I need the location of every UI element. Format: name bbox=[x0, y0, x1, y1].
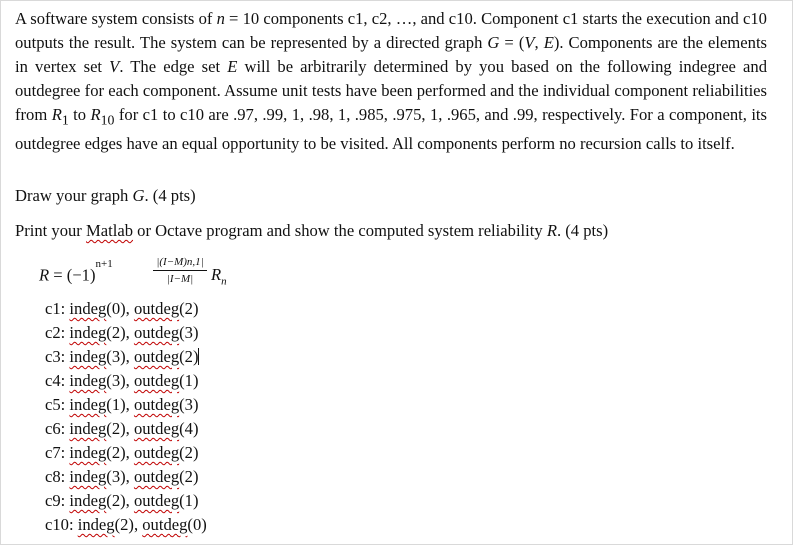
component-label: c4: bbox=[45, 371, 70, 390]
text-run: . (4 pts) bbox=[556, 221, 609, 240]
text-run: A software system consists of bbox=[15, 9, 217, 28]
spellcheck-word-indeg[interactable]: indeg bbox=[69, 299, 107, 318]
list-item bbox=[45, 465, 207, 489]
formula-lhs bbox=[39, 258, 113, 286]
outdeg-value: (1) bbox=[179, 371, 199, 390]
text-run: , bbox=[125, 395, 134, 414]
text-run: or Octave program and show the computed system reliability bbox=[133, 221, 547, 240]
text-run: , bbox=[125, 419, 134, 438]
component-label: c6: bbox=[45, 419, 70, 438]
outdeg-value: (1) bbox=[179, 491, 199, 510]
list-item bbox=[45, 345, 207, 369]
spellcheck-word-outdeg[interactable]: outdeg bbox=[133, 395, 180, 414]
draw-instruction bbox=[15, 186, 196, 206]
text-cursor bbox=[198, 348, 199, 365]
indeg-value: (2) bbox=[114, 515, 134, 534]
indeg-value: (3) bbox=[106, 467, 126, 486]
exponent: n+1 bbox=[95, 258, 113, 270]
spellcheck-word-indeg[interactable]: indeg bbox=[69, 419, 107, 438]
text-run: Draw your graph bbox=[15, 186, 133, 205]
spellcheck-word-indeg[interactable]: indeg bbox=[69, 443, 107, 462]
indeg-value: (2) bbox=[106, 443, 126, 462]
component-label: c9: bbox=[45, 491, 70, 510]
indeg-value: (1) bbox=[106, 395, 126, 414]
text-run: , bbox=[133, 515, 143, 534]
indeg-value: (3) bbox=[106, 347, 126, 366]
text-run: . The edge set bbox=[119, 57, 228, 76]
text-run: will be arbitrarily determined by you based on the following indegree and outdegree for each component. Assume unit tests have been performed and the individual component reliabilities from bbox=[15, 57, 767, 124]
var-R: R bbox=[39, 265, 50, 285]
fraction-numerator: |(I−M)n,1| bbox=[153, 255, 207, 271]
spellcheck-word-outdeg[interactable]: outdeg bbox=[133, 299, 180, 318]
degree-list bbox=[45, 297, 207, 537]
spellcheck-word-outdeg[interactable]: outdeg bbox=[133, 467, 180, 486]
var-G: G bbox=[132, 186, 145, 205]
indeg-value: (2) bbox=[106, 419, 126, 438]
spellcheck-word-indeg[interactable]: indeg bbox=[77, 515, 115, 534]
list-item bbox=[45, 513, 207, 537]
indeg-value: (2) bbox=[106, 491, 126, 510]
outdeg-value: (3) bbox=[179, 395, 199, 414]
list-item bbox=[45, 441, 207, 465]
component-label: c3: bbox=[45, 347, 70, 366]
var-R: R bbox=[211, 265, 222, 284]
var-n: n bbox=[216, 9, 225, 28]
text-run: , bbox=[125, 323, 134, 342]
spellcheck-word-matlab[interactable]: Matlab bbox=[86, 221, 134, 240]
indeg-value: (3) bbox=[106, 371, 126, 390]
component-label: c5: bbox=[45, 395, 70, 414]
text-run: , bbox=[125, 467, 134, 486]
outdeg-value: (2) bbox=[179, 299, 199, 318]
spellcheck-word-outdeg[interactable]: outdeg bbox=[133, 491, 180, 510]
spellcheck-word-outdeg[interactable]: outdeg bbox=[133, 443, 180, 462]
list-item bbox=[45, 489, 207, 513]
text-run: = 10 components c1, c2, …, and c10. Component c1 starts the execution and c10 outputs the result. The system can be represented by a directed graph bbox=[15, 9, 767, 52]
component-label: c2: bbox=[45, 323, 70, 342]
fraction-denominator: |I−M| bbox=[166, 273, 194, 285]
problem-paragraph bbox=[15, 7, 767, 156]
formula-rhs bbox=[211, 265, 227, 287]
var-R10: R bbox=[90, 105, 101, 124]
spellcheck-word-indeg[interactable]: indeg bbox=[69, 323, 107, 342]
var-V: V bbox=[524, 33, 535, 52]
spellcheck-word-outdeg[interactable]: outdeg bbox=[133, 347, 180, 366]
text-run: . (4 pts) bbox=[144, 186, 196, 205]
var-R1: R bbox=[51, 105, 62, 124]
outdeg-value: (2) bbox=[179, 443, 199, 462]
text-run: ). Components are the elements in vertex set bbox=[15, 33, 768, 76]
sub-n: n bbox=[221, 275, 227, 288]
var-E: E bbox=[543, 33, 554, 52]
var-R: R bbox=[546, 221, 557, 240]
outdeg-value: (0) bbox=[187, 515, 207, 534]
text-run: to bbox=[68, 105, 91, 124]
component-label: c8: bbox=[45, 467, 70, 486]
spellcheck-word-indeg[interactable]: indeg bbox=[69, 371, 107, 390]
component-label: c7: bbox=[45, 443, 70, 462]
indeg-value: (2) bbox=[106, 323, 126, 342]
formula-fraction bbox=[153, 255, 207, 286]
var-V: V bbox=[109, 57, 120, 76]
text-run: = (−1) bbox=[49, 265, 96, 285]
indeg-value: (0) bbox=[106, 299, 126, 318]
list-item bbox=[45, 297, 207, 321]
list-item bbox=[45, 393, 207, 417]
spellcheck-word-indeg[interactable]: indeg bbox=[69, 491, 107, 510]
outdeg-value: (4) bbox=[179, 419, 199, 438]
spellcheck-word-indeg[interactable]: indeg bbox=[69, 395, 107, 414]
spellcheck-word-outdeg[interactable]: outdeg bbox=[133, 323, 180, 342]
text-run: for c1 to c10 are .97, .99, 1, .98, 1, .985, .975, 1, .965, and .99, respectively. For a component, its outdegree edges have an equal opportunity to be visited. All components perform no recursion calls to itself. bbox=[15, 105, 767, 154]
outdeg-value: (3) bbox=[179, 323, 199, 342]
outdeg-value: (2) bbox=[179, 467, 199, 486]
list-item bbox=[45, 321, 207, 345]
sub-1: 1 bbox=[61, 112, 69, 128]
text-run: = ( bbox=[499, 33, 525, 52]
sub-10: 10 bbox=[100, 112, 115, 128]
text-run: , bbox=[125, 443, 134, 462]
spellcheck-word-outdeg[interactable]: outdeg bbox=[133, 371, 180, 390]
spellcheck-word-indeg[interactable]: indeg bbox=[69, 347, 107, 366]
outdeg-value: (2) bbox=[179, 347, 199, 366]
var-E: E bbox=[227, 57, 238, 76]
text-run: , bbox=[125, 347, 134, 366]
text-run: , bbox=[125, 491, 134, 510]
text-run: , bbox=[534, 33, 544, 52]
component-label: c1: bbox=[45, 299, 70, 318]
text-run: , bbox=[125, 371, 134, 390]
list-item bbox=[45, 417, 207, 441]
var-G: G bbox=[487, 33, 500, 52]
text-run: Print your bbox=[15, 221, 86, 240]
spellcheck-word-indeg[interactable]: indeg bbox=[69, 467, 107, 486]
spellcheck-word-outdeg[interactable]: outdeg bbox=[133, 419, 180, 438]
list-item bbox=[45, 369, 207, 393]
print-instruction bbox=[15, 221, 608, 241]
text-run: , bbox=[125, 299, 134, 318]
spellcheck-word-outdeg[interactable]: outdeg bbox=[142, 515, 188, 534]
component-label: c10: bbox=[45, 515, 78, 534]
